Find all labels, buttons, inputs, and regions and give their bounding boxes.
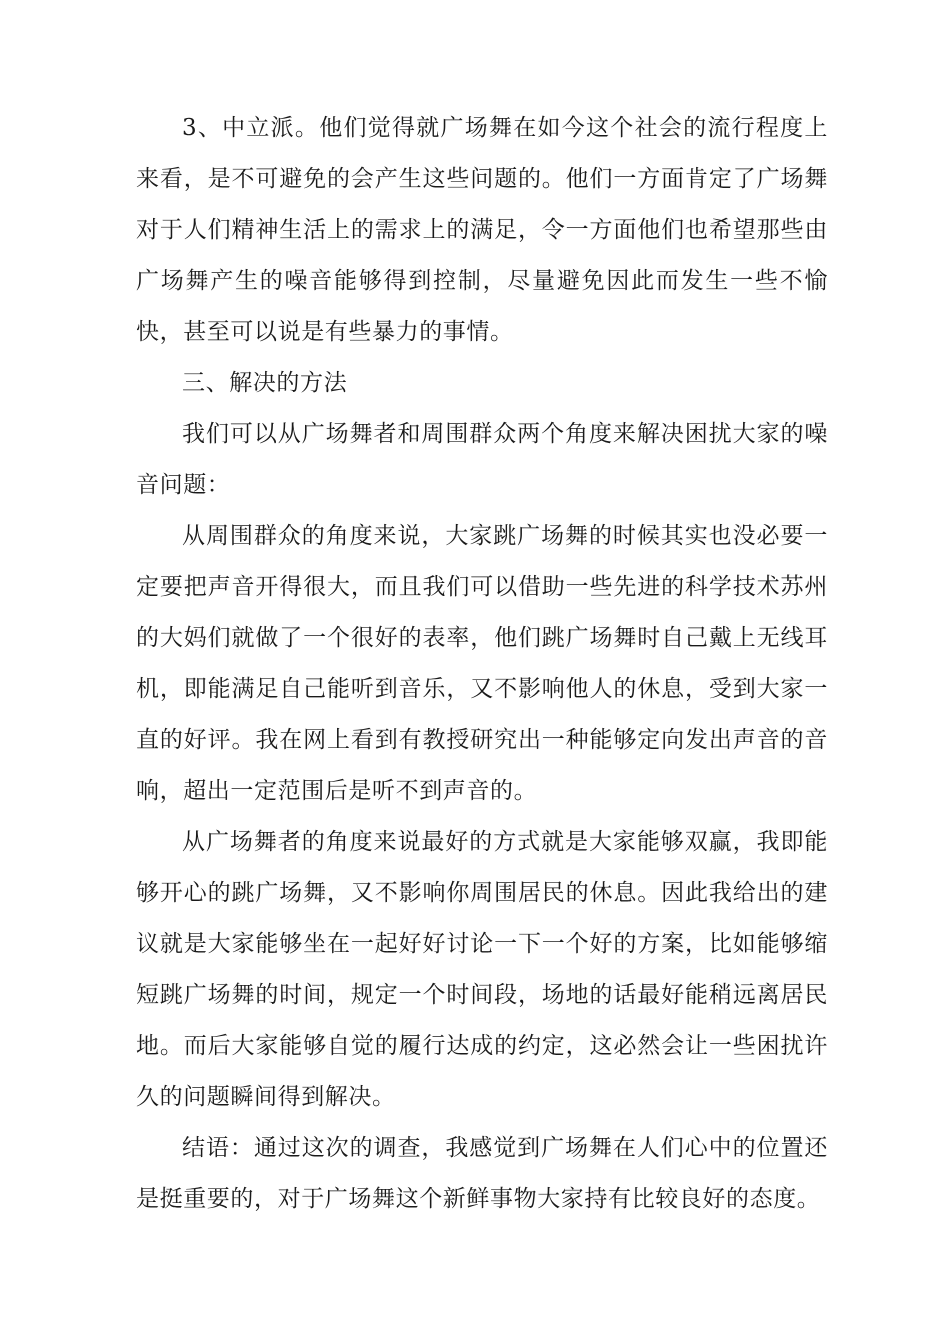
section-heading-solutions: 三、解决的方法 (182, 370, 348, 396)
paragraph-neutral-faction: 3、中立派。他们觉得就广场舞在如今这个社会的流行程度上来看，是不可避免的会产生这些问题的。他们一方面肯定了广场舞对于人们精神生活上的需求上的满足，令一方面他们也希望那些由广场舞产生的噪音能够得到控制，尽量避免因此而发生一些不愉快，甚至可以说是有些暴力的事情。 (136, 115, 828, 345)
document-body (136, 103, 828, 1225)
paragraph-public-perspective: 从周围群众的角度来说，大家跳广场舞的时候其实也没必要一定要把声音开得很大，而且我们可以借助一些先进的科学技术苏州的大妈们就做了一个很好的表率，他们跳广场舞时自己戴上无线耳机，即能满足自己能听到音乐，又不影响他人的休息，受到大家一直的好评。我在网上看到有教授研究出一种能够定向发出声音的音响，超出一定范围后是听不到声音的。 (136, 523, 828, 804)
paragraph-intro-solutions: 我们可以从广场舞者和周围群众两个角度来解决困扰大家的噪音问题： (136, 421, 828, 498)
paragraph-dancer-perspective: 从广场舞者的角度来说最好的方式就是大家能够双赢，我即能够开心的跳广场舞，又不影响你周围居民的休息。因此我给出的建议就是大家能够坐在一起好好讨论一下一个好的方案，比如能够缩短跳广场舞的时间，规定一个时间段，场地的话最好能稍远离居民地。而后大家能够自觉的履行达成的约定，这必然会让一些困扰许久的问题瞬间得到解决。 (136, 829, 828, 1110)
paragraph-conclusion: 结语：通过这次的调查，我感觉到广场舞在人们心中的位置还是挺重要的，对于广场舞这个新鲜事物大家持有比较良好的态度。 (136, 1135, 828, 1212)
